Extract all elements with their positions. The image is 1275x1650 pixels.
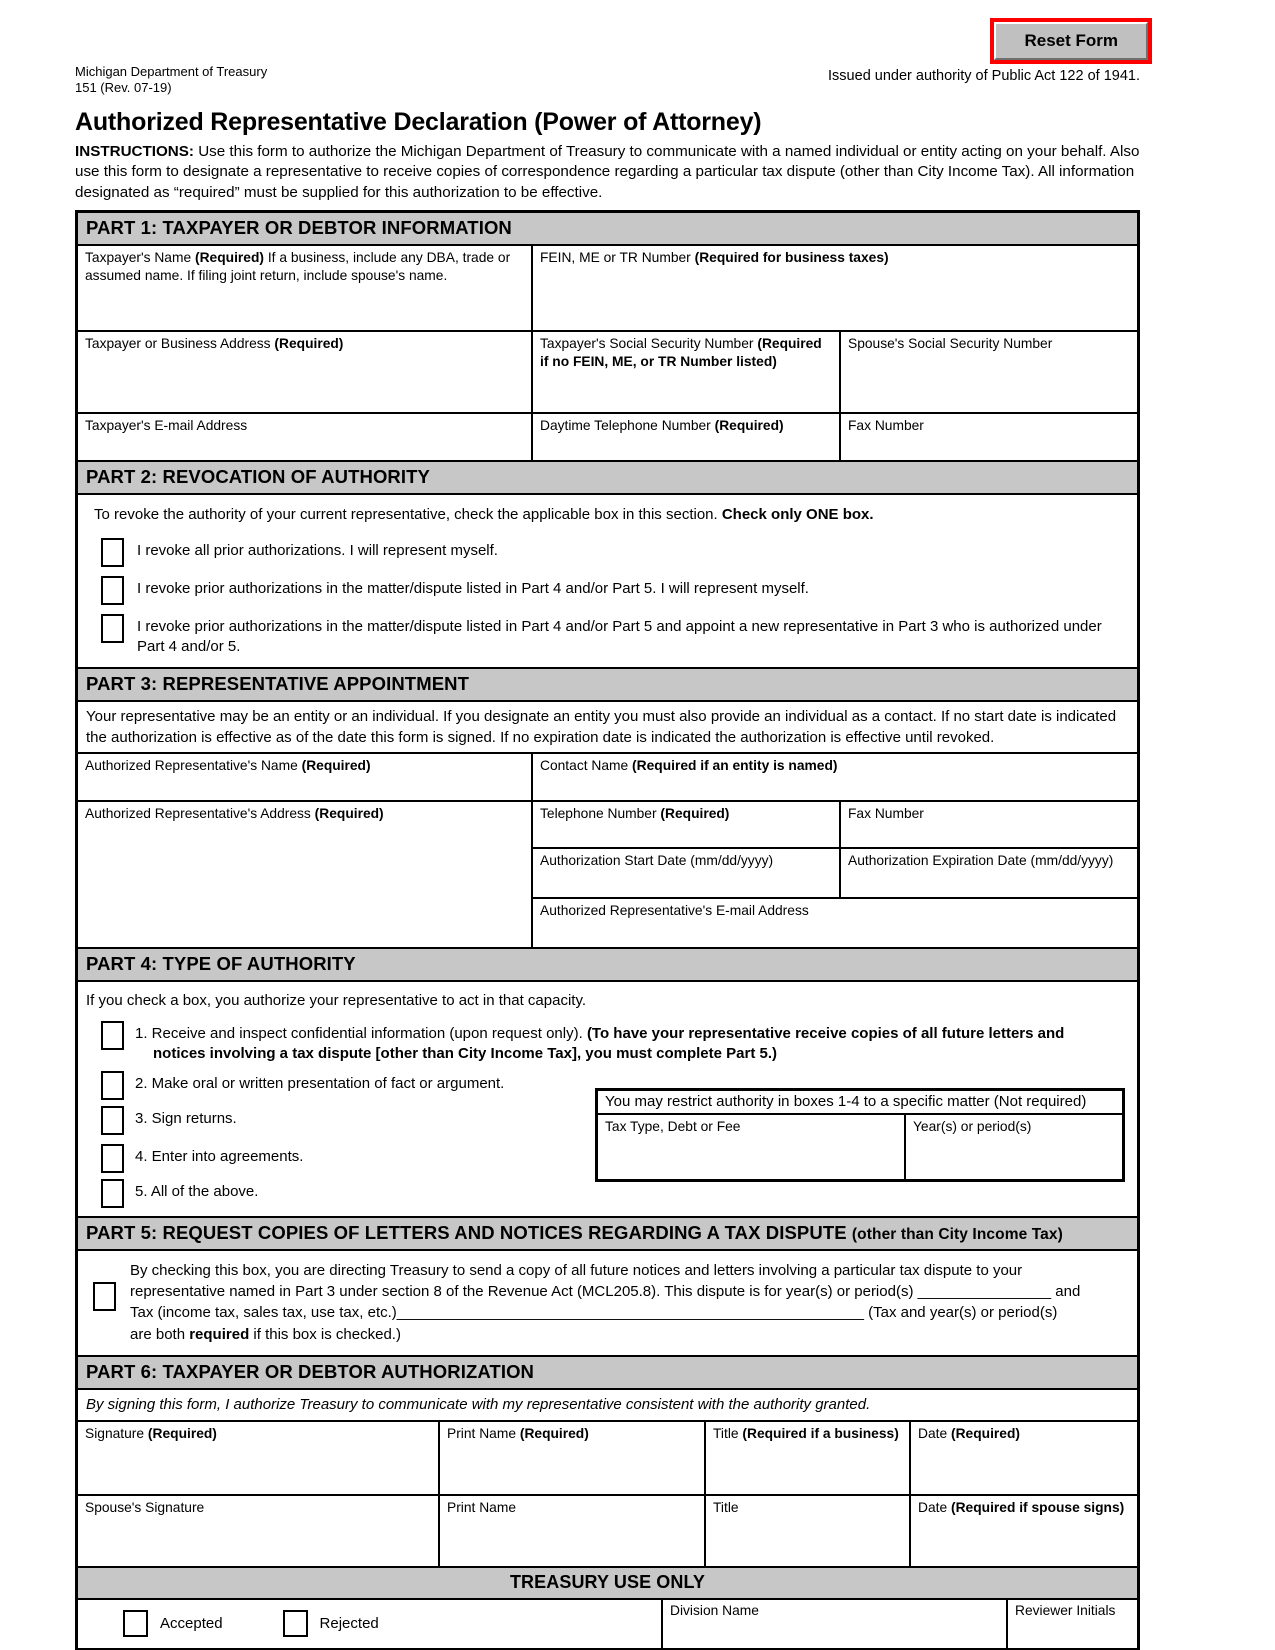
rep-email-field[interactable] [533,899,1137,947]
instructions [75,142,1140,204]
restrict-authority-box [595,1088,1125,1182]
taxpayer-ssn-label: Taxpayer's Social Security Number [540,335,758,351]
spouse-signature-field[interactable] [78,1496,440,1566]
agency-name: Michigan Department of Treasury [75,64,268,79]
division-name-field[interactable] [663,1600,1008,1648]
taxpayer-name-required: (Required) [194,249,264,265]
part2-section [78,460,1137,668]
taxpayer-address-label: Taxpayer or Business Address [85,335,275,351]
spouse-title-label: Title [713,1499,739,1515]
part5-header [78,1216,1137,1251]
part5-line4-end: if this box is checked.) [249,1325,401,1343]
part2-intro [86,500,1129,529]
revoke-all-checkbox[interactable] [101,538,124,567]
page-header [75,0,1140,97]
rep-phone-label: Telephone Number [540,805,661,821]
auth-start-date-field[interactable] [533,849,841,897]
taxpayer-name-label: Taxpayer's Name [85,249,195,265]
authority-2-checkbox[interactable] [101,1071,124,1100]
part4-header: PART 4: TYPE OF AUTHORITY [78,947,1137,982]
rep-name-required: (Required) [301,757,371,773]
part4-section [78,947,1137,1216]
rep-fax-label: Fax Number [848,805,924,821]
years-periods-blank[interactable]: ________________ [917,1282,1052,1300]
treasury-decision-cell [78,1600,663,1648]
part5-line3 [130,1302,1080,1323]
taxpayer-address-required: (Required) [274,335,344,351]
authority-3-label: 3. Sign returns. [135,1109,237,1127]
years-periods-field[interactable] [906,1115,1122,1179]
rep-name-field[interactable] [78,754,533,800]
print-name-required: (Required) [519,1425,589,1441]
date-required: (Required) [950,1425,1020,1441]
fax-number-label: Fax Number [848,417,924,433]
taxpayer-name-suffix: If a business, include any DBA, trade or assumed name. If filing joint return, include spouse's name. [85,249,511,283]
auth-start-date-label: Authorization Start Date (mm/dd/yyyy) [540,852,774,868]
part1-header: PART 1: TAXPAYER OR DEBTOR INFORMATION [78,213,1137,246]
authority-5-checkbox[interactable] [101,1179,124,1208]
spouse-ssn-field[interactable] [841,332,1137,412]
part2-intro-text: To revoke the authority of your current representative, check the applicable box in this section. [94,505,722,523]
authority-1-text: 1. Receive and inspect confidential information (upon request only). [135,1025,587,1043]
part5-text [130,1260,1080,1346]
fein-required: (Required for business taxes) [694,249,889,265]
spouse-ssn-label: Spouse's Social Security Number [848,335,1053,351]
instructions-label: INSTRUCTIONS: [75,142,194,160]
form-table [75,210,1140,1650]
auth-expiration-date-field[interactable] [841,849,1137,897]
part5-line2 [130,1281,1080,1302]
rep-address-label: Authorized Representative's Address [85,805,315,821]
revoke-appoint-checkbox[interactable] [101,614,124,643]
part5-line3-end: (Tax and year(s) or period(s) [863,1304,1058,1322]
authority-1-label [135,1021,1120,1065]
spouse-signature-label: Spouse's Signature [85,1499,205,1515]
rep-phone-required: (Required) [660,805,730,821]
form-number: 151 (Rev. 07-19) [75,80,172,96]
agency-block [75,64,267,97]
restrict-box-header: You may restrict authority in boxes 1-4 to a specific matter (Not required) [598,1091,1122,1115]
revoke-all-option [101,538,1129,567]
part5-line4-text: are both [130,1325,190,1343]
reset-form-red-outline [990,18,1152,64]
part5-line1: By checking this box, you are directing Treasury to send a copy of all future notices and letters involving a particular tax dispute to your [130,1261,1023,1279]
rejected-label: Rejected [319,1615,379,1633]
signature-field[interactable] [78,1422,440,1494]
part2-intro-bold: Check only ONE box. [721,505,874,523]
revoke-appoint-label: I revoke prior authorizations in the matter/dispute listed in Part 4 and/or Part 5 and appoint a new representative in Part 3 who is authorized under Part 4 and/or 5. [137,617,1102,656]
signature-required: (Required) [147,1425,217,1441]
part5-line4 [130,1324,1080,1345]
tax-type-label: Tax Type, Debt or Fee [605,1118,741,1134]
print-name-field[interactable] [440,1422,706,1494]
spouse-date-field[interactable] [911,1496,1137,1566]
title-label: Title [713,1425,743,1441]
page-title: Authorized Representative Declaration (Power of Attorney) [75,107,762,136]
treasury-header: TREASURY USE ONLY [78,1566,1137,1600]
daytime-phone-field[interactable] [533,414,841,460]
part3-header: PART 3: REPRESENTATIVE APPOINTMENT [78,667,1137,702]
part1-section [78,213,1137,460]
rep-address-required: (Required) [314,805,384,821]
authority-1-checkbox[interactable] [101,1021,124,1050]
rejected-checkbox[interactable] [283,1610,308,1637]
contact-name-required: (Required if an entity is named) [632,757,838,773]
taxpayer-ssn-required: (Required if no FEIN, ME, or TR Number listed) [540,335,822,369]
authority-1-item [101,1021,1129,1065]
part6-intro: By signing this form, I authorize Treasury to communicate with my representative consistent with the authority granted. [78,1390,1137,1421]
rep-email-label: Authorized Representative's E-mail Address [540,902,809,918]
contact-name-field[interactable] [533,754,1137,800]
part5-line4-bold: required [189,1325,250,1343]
part5-header-small: (other than City Income Tax) [851,1225,1063,1243]
spouse-print-name-label: Print Name [447,1499,517,1515]
spouse-date-required: (Required if spouse signs) [950,1499,1125,1515]
auth-expiration-date-label: Authorization Expiration Date (mm/dd/yyyy) [848,852,1114,868]
spouse-date-label: Date [918,1499,951,1515]
rep-address-field[interactable] [78,802,533,947]
revoke-all-label: I revoke all prior authorizations. I will represent myself. [137,541,498,559]
part4-intro: If you check a box, you authorize your representative to act in that capacity. [86,991,586,1009]
print-name-label: Print Name [447,1425,520,1441]
part6-header: PART 6: TAXPAYER OR DEBTOR AUTHORIZATION [78,1355,1137,1390]
revoke-matter-label: I revoke prior authorizations in the matter/dispute listed in Part 4 and/or Part 5. I will represent myself. [137,579,809,597]
rep-fax-field[interactable] [841,802,1137,847]
reviewer-initials-label: Reviewer Initials [1015,1602,1116,1618]
authority-3-checkbox[interactable] [101,1106,124,1135]
reset-form-button[interactable]: Reset Form [994,22,1148,60]
fein-label: FEIN, ME or TR Number [540,249,695,265]
part5-line2-text: representative named in Part 3 under section 8 of the Revenue Act (MCL205.8). This dispute is for year(s) or period(s) [130,1282,918,1300]
authority-5-item [101,1179,1129,1208]
taxpayer-ssn-field[interactable] [533,332,841,412]
reviewer-initials-field[interactable] [1008,1600,1137,1648]
revoke-matter-option [101,576,1129,605]
treasury-section [78,1566,1137,1648]
part5-line2-end: and [1051,1282,1081,1300]
contact-name-label: Contact Name [540,757,633,773]
taxpayer-email-label: Taxpayer's E-mail Address [85,417,248,433]
division-name-label: Division Name [670,1602,759,1618]
instructions-text: Use this form to authorize the Michigan Department of Treasury to communicate with a named individual or entity acting on your behalf. Also use this form to designate a representative to receive copies of correspondence regarding a particular tax dispute (other than City Income Tax). All information designated as “required” must be supplied for this authorization to be effective. [75,142,1140,201]
taxpayer-address-field[interactable] [78,332,533,412]
authority-note: Issued under authority of Public Act 122 of 1941. [828,68,1140,84]
daytime-phone-label: Daytime Telephone Number [540,417,715,433]
part5-line3-text: Tax (income tax, sales tax, use tax, etc.) [130,1304,397,1322]
revoke-matter-checkbox[interactable] [101,576,124,605]
part6-section [78,1355,1137,1565]
title-field[interactable] [706,1422,911,1494]
daytime-phone-required: (Required) [714,417,784,433]
title-required: (Required if a business) [742,1425,899,1441]
authority-2-label: 2. Make oral or written presentation of fact or argument. [135,1074,505,1092]
date-field[interactable] [911,1422,1137,1494]
part5-header-main: PART 5: REQUEST COPIES OF LETTERS AND NOTICES REGARDING A TAX DISPUTE [86,1221,852,1243]
rep-phone-field[interactable] [533,802,841,847]
tax-type-field[interactable] [598,1115,906,1179]
rep-name-label: Authorized Representative's Name [85,757,302,773]
spouse-print-name-field[interactable] [440,1496,706,1566]
authority-1-bold-text: (To have your representative receive copies of all future letters and notices involving a tax dispute [other than City Income Tax], you must complete Part 5.) [153,1025,1065,1063]
accepted-checkbox[interactable] [123,1610,148,1637]
authority-4-checkbox[interactable] [101,1144,124,1173]
fax-number-field[interactable] [841,414,1137,460]
spouse-title-field[interactable] [706,1496,911,1566]
authority-4-label: 4. Enter into agreements. [135,1147,304,1165]
years-periods-label: Year(s) or period(s) [913,1118,1032,1134]
tax-type-blank[interactable]: ________________________________________________________ [396,1304,864,1322]
part3-intro: Your representative may be an entity or an individual. If you designate an entity you must also provide an individual as a contact. If no start date is indicated the authorization is effective as of the date this form is signed. If no expiration date is indicated the authorization is effective until revoked. [78,702,1137,754]
part2-header: PART 2: REVOCATION OF AUTHORITY [78,460,1137,495]
taxpayer-email-field[interactable] [78,414,533,460]
authority-5-label: 5. All of the above. [135,1182,259,1200]
part3-section [78,667,1137,947]
fein-field[interactable] [533,246,1137,330]
revoke-appoint-option [101,614,1129,658]
date-label: Date [918,1425,951,1441]
accepted-label: Accepted [160,1615,223,1633]
taxpayer-name-field[interactable] [78,246,533,330]
signature-label: Signature [85,1425,148,1441]
part5-section [78,1216,1137,1356]
part5-request-copies-checkbox[interactable] [93,1282,116,1311]
